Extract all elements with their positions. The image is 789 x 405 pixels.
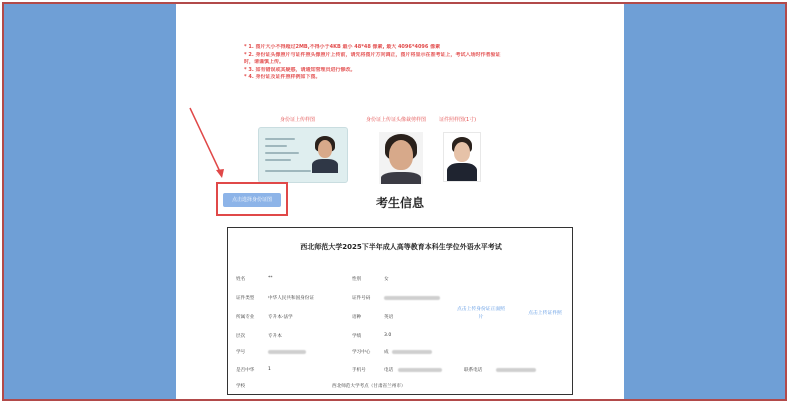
school-value: 西北师范大学考点（甘肃省兰州市）: [332, 384, 406, 389]
level-value: 专升本: [268, 334, 282, 339]
gender-value: 女: [384, 277, 389, 282]
phone-label: 手机号: [352, 368, 366, 373]
phone-value: 电话: [384, 368, 394, 373]
section-title: 考生信息: [375, 196, 424, 210]
major-value: 专升本-法学: [268, 315, 293, 320]
screenshot-frame: [2, 2, 787, 401]
name-label: 姓名: [236, 277, 246, 282]
college-label: 学习中心: [352, 350, 371, 355]
student-number-label: 学号: [236, 350, 246, 355]
language-label: 语种: [352, 315, 362, 320]
college-value-redacted: [392, 350, 432, 354]
id-card-sample-image: [258, 127, 348, 183]
contact-redacted: [496, 368, 536, 372]
idno-value-redacted: [384, 296, 440, 300]
select-id-photo-button[interactable]: 点击选择身份证图: [223, 193, 281, 207]
phone-redacted: [398, 368, 442, 372]
school-label: 学校: [236, 384, 246, 389]
instruction-line: * 4. 身份证及证件照样例如下图。: [244, 74, 321, 81]
id-head-sample-label: 身份证上传证头像裁剪样图: [366, 117, 427, 123]
idno-label: 证件号码: [352, 296, 371, 301]
contact-label: 联系电话: [464, 368, 483, 373]
instruction-line: * 1. 图片大小不得超过2MB,不得小于4KB 最小 48*48 像素, 最大 4096*4096 像素: [244, 44, 441, 50]
upload-cert-photo-link[interactable]: 点击上传证件照: [528, 311, 562, 316]
gpa-label: 学绩: [352, 334, 362, 339]
instruction-line: 时，请谨慎上传。: [244, 59, 285, 66]
level-label: 层次: [236, 334, 246, 339]
upload-instructions: [244, 44, 584, 82]
idtype-label: 证件类型: [236, 296, 255, 301]
id-head-sample-image: [379, 132, 423, 184]
gpa-value: 3.0: [384, 333, 392, 338]
college-value: 成: [384, 350, 389, 355]
idtype-value: 中华人民共和国身份证: [268, 296, 314, 301]
name-value: **: [268, 276, 273, 281]
gender-label: 性别: [352, 277, 362, 282]
cert-photo-sample-image: [443, 132, 481, 182]
language-value: 英语: [384, 315, 394, 320]
upload-id-photo-link[interactable]: 点击上传身份证正面照片: [457, 307, 505, 320]
student-number-redacted: [268, 350, 306, 354]
instruction-line: * 3. 如有错误或其疑惑，请通知管理员进行修改。: [244, 66, 356, 73]
candidate-info-card: [227, 227, 573, 395]
exam-title: 西北师范大学2025下半年成人高等教育本科生学位外语水平考试: [300, 243, 502, 251]
id-card-sample-label: 身份证上传样图: [280, 117, 316, 123]
instruction-line: * 2. 身份证头像照片与证件照头像照片上传前，请先将图片方向调正，图片将显示在准考证上，考试入场时作者验证: [244, 51, 501, 58]
campus-label: 是否中华: [236, 368, 255, 373]
cert-photo-sample-label: 证件照样图(1寸): [439, 117, 477, 123]
major-label: 所属专业: [236, 315, 255, 320]
campus-value: 1: [268, 367, 271, 372]
exam-registration-page: [176, 4, 624, 399]
